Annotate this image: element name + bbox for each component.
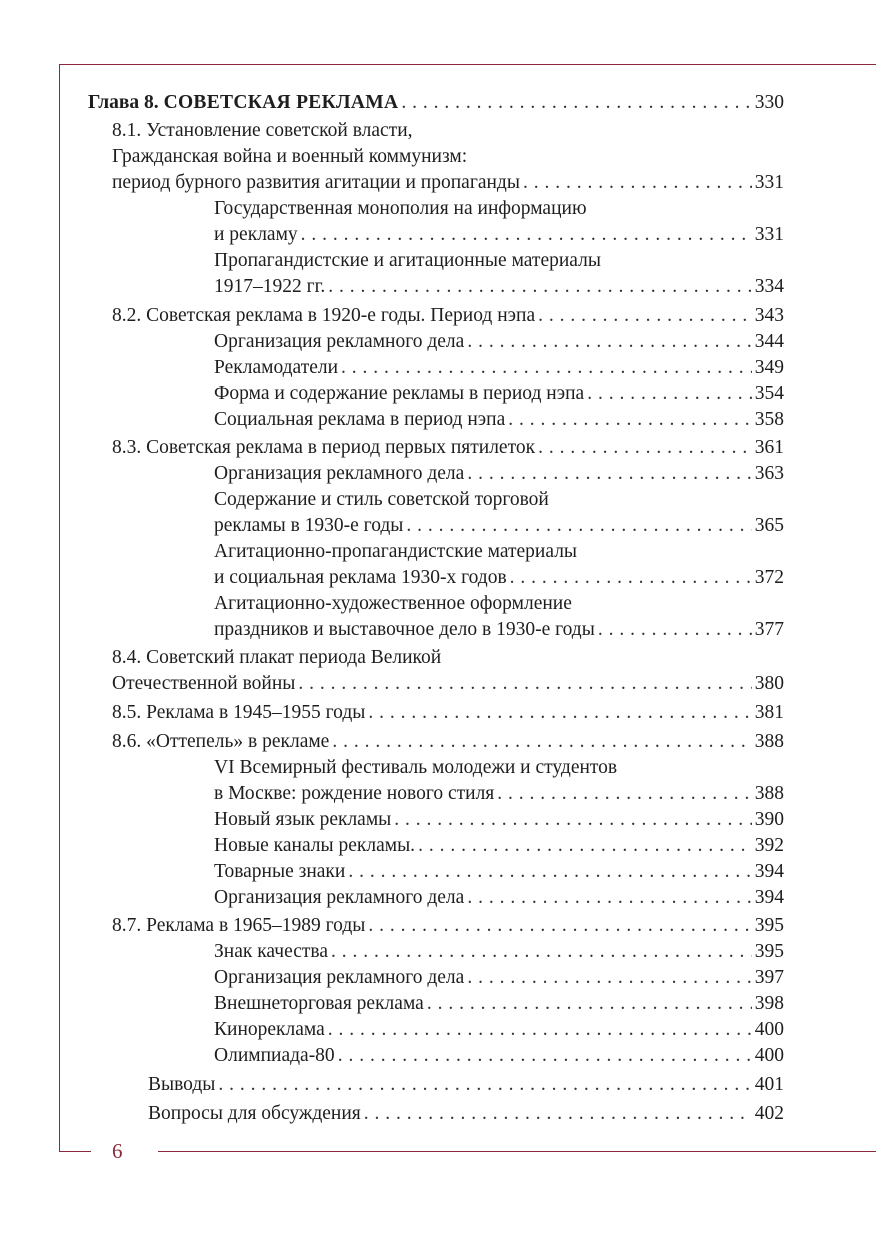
toc-entry-conclusions[interactable]	[148, 1072, 784, 1098]
page-ref: 381	[754, 702, 784, 723]
page-ref: 395	[754, 915, 784, 936]
toc-entry-8-5[interactable]	[112, 700, 784, 726]
entry-text: Государственная монополия на информацию	[214, 198, 587, 219]
toc-entry-8-7[interactable]	[112, 913, 784, 939]
toc-entry-8-2[interactable]	[112, 303, 784, 329]
entry-text: и рекламу	[214, 224, 298, 245]
page-ref: 377	[754, 619, 784, 640]
entry-text: Форма и содержание рекламы в период нэпа	[214, 383, 585, 404]
leader-dots	[508, 407, 751, 433]
page-ref: 361	[754, 437, 784, 458]
page-ref: 349	[754, 357, 784, 378]
entry-text: и социальная реклама 1930-х годов	[214, 567, 507, 588]
entry-text: Организация рекламного дела	[214, 463, 465, 484]
frame-left-rule	[59, 64, 60, 1152]
page-ref: 400	[754, 1045, 784, 1066]
toc-subentry[interactable]	[214, 381, 784, 407]
entry-text: Рекламодатели	[214, 357, 339, 378]
toc-subentry[interactable]	[214, 513, 784, 539]
leader-dots	[368, 700, 751, 726]
entry-text: период бурного развития агитации и пропаганды	[112, 172, 520, 193]
leader-dots	[427, 991, 752, 1017]
entry-text: 8.4. Советский плакат периода Великой	[112, 647, 442, 668]
page-ref: 331	[754, 172, 784, 193]
page-ref: 400	[754, 1019, 784, 1040]
page-ref: 395	[754, 941, 784, 962]
page-ref: 330	[754, 92, 784, 113]
page-ref: 372	[754, 567, 784, 588]
leader-dots	[341, 355, 752, 381]
entry-text: Внешнеторговая реклама	[214, 993, 424, 1014]
leader-dots	[467, 329, 751, 355]
footer-rule-left	[59, 1151, 91, 1152]
leader-dots	[338, 1043, 752, 1069]
leader-dots	[401, 90, 751, 116]
page-ref: 398	[754, 993, 784, 1014]
leader-dots	[331, 939, 752, 965]
entry-text: Организация рекламного дела	[214, 887, 465, 908]
toc-entry-questions[interactable]	[148, 1101, 784, 1127]
entry-text: 8.7. Реклама в 1965–1989 годы	[112, 915, 366, 936]
leader-dots	[328, 274, 751, 300]
leader-dots	[368, 913, 751, 939]
page-ref: 380	[754, 673, 784, 694]
toc-entry-line	[214, 539, 784, 565]
toc-subentry[interactable]	[214, 329, 784, 355]
entry-text: 8.1. Установление советской власти,	[112, 120, 413, 141]
entry-text: Знак качества	[214, 941, 328, 962]
entry-text: 8.2. Советская реклама в 1920-е годы. Период нэпа	[112, 305, 536, 326]
toc-subentry[interactable]	[214, 1017, 784, 1043]
chapter-prefix: Глава 8.	[88, 92, 159, 113]
toc-subentry[interactable]	[214, 407, 784, 433]
toc-entry-8-1[interactable]	[112, 170, 784, 196]
toc-subentry[interactable]	[214, 461, 784, 487]
entry-text: Гражданская война и военный коммунизм:	[112, 146, 468, 167]
leader-dots	[538, 303, 752, 329]
toc-subentry[interactable]	[214, 939, 784, 965]
page-ref: 392	[754, 835, 784, 856]
entry-text: Агитационно-пропагандистские материалы	[214, 541, 578, 562]
page-ref: 401	[754, 1074, 784, 1095]
entry-text: Отечественной войны	[112, 673, 296, 694]
leader-dots	[510, 565, 752, 591]
page-ref: 365	[754, 515, 784, 536]
toc-entry-line	[214, 248, 784, 274]
leader-dots	[218, 1072, 751, 1098]
leader-dots	[538, 435, 752, 461]
leader-dots	[467, 965, 751, 991]
toc-entry-line	[112, 144, 784, 170]
toc-entry-line	[112, 118, 784, 144]
chapter-title: СОВЕТСКАЯ РЕКЛАМА	[163, 92, 399, 113]
toc-subentry[interactable]	[214, 1043, 784, 1069]
toc-subentry[interactable]	[214, 833, 784, 859]
toc-chapter-8[interactable]	[88, 90, 784, 116]
page-ref: 390	[754, 809, 784, 830]
entry-text: Вопросы для обсуждения	[148, 1103, 361, 1124]
entry-text: Кинореклама	[214, 1019, 325, 1040]
toc-subentry[interactable]	[214, 274, 784, 300]
entry-text: 8.3. Советская реклама в период первых пятилеток	[112, 437, 536, 458]
leader-dots	[467, 885, 751, 911]
entry-text: 8.5. Реклама в 1945–1955 годы	[112, 702, 366, 723]
toc-subentry[interactable]	[214, 781, 784, 807]
toc-subentry[interactable]	[214, 617, 784, 643]
entry-text: Товарные знаки	[214, 861, 346, 882]
entry-text: Агитационно-художественное оформление	[214, 593, 572, 614]
leader-dots	[301, 222, 752, 248]
entry-text: 1917–1922 гг.	[214, 276, 326, 297]
leader-dots	[418, 833, 752, 859]
toc-subentry[interactable]	[214, 885, 784, 911]
toc-subentry[interactable]	[214, 807, 784, 833]
entry-text: в Москве: рождение нового стиля	[214, 783, 495, 804]
page-ref: 358	[754, 409, 784, 430]
entry-text: Выводы	[148, 1074, 216, 1095]
leader-dots	[348, 859, 751, 885]
toc-entry-8-3[interactable]	[112, 435, 784, 461]
page-ref: 334	[754, 276, 784, 297]
page-ref: 344	[754, 331, 784, 352]
leader-dots	[332, 729, 751, 755]
leader-dots	[364, 1101, 752, 1127]
entry-text: Содержание и стиль советской торговой	[214, 489, 549, 510]
leader-dots	[394, 807, 751, 833]
leader-dots	[523, 170, 752, 196]
entry-text: Олимпиада-80	[214, 1045, 335, 1066]
entry-text: Организация рекламного дела	[214, 331, 465, 352]
page-ref: 354	[754, 383, 784, 404]
page-ref: 394	[754, 887, 784, 908]
leader-dots	[467, 461, 751, 487]
frame-top-rule	[59, 64, 876, 65]
page-ref: 397	[754, 967, 784, 988]
entry-text: VI Всемирный фестиваль молодежи и студентов	[214, 757, 618, 778]
page-number: 6	[112, 1139, 123, 1163]
toc-entry-line	[112, 645, 784, 671]
entry-text: праздников и выставочное дело в 1930-е годы	[214, 619, 595, 640]
page-ref: 343	[754, 305, 784, 326]
toc-entry-line	[214, 755, 784, 781]
toc-entry-8-4[interactable]	[112, 671, 784, 697]
leader-dots	[587, 381, 752, 407]
page-ref: 388	[754, 783, 784, 804]
leader-dots	[497, 781, 751, 807]
entry-text: Социальная реклама в период нэпа	[214, 409, 506, 430]
toc-subentry[interactable]	[214, 991, 784, 1017]
page-ref: 363	[754, 463, 784, 484]
toc-entry-line	[214, 591, 784, 617]
entry-text: Новые каналы рекламы.	[214, 835, 416, 856]
page-ref: 388	[754, 731, 784, 752]
entry-text: Организация рекламного дела	[214, 967, 465, 988]
chapter-label	[88, 90, 398, 116]
leader-dots	[598, 617, 752, 643]
leader-dots	[328, 1017, 752, 1043]
toc-subentry[interactable]	[214, 565, 784, 591]
toc-entry-line	[214, 196, 784, 222]
footer-rule-right	[158, 1151, 876, 1152]
leader-dots	[406, 513, 751, 539]
entry-text: 8.6. «Оттепель» в рекламе	[112, 731, 330, 752]
page-ref: 331	[754, 224, 784, 245]
leader-dots	[298, 671, 751, 697]
entry-text: рекламы в 1930-е годы	[214, 515, 404, 536]
toc-subentry[interactable]	[214, 222, 784, 248]
entry-text: Новый язык рекламы	[214, 809, 392, 830]
page-ref: 402	[754, 1103, 784, 1124]
toc-subentry[interactable]	[214, 355, 784, 381]
toc-entry-8-6[interactable]	[112, 729, 784, 755]
toc-subentry[interactable]	[214, 859, 784, 885]
entry-text: Пропагандистские и агитационные материалы	[214, 250, 601, 271]
toc-entry-line	[214, 487, 784, 513]
toc-subentry[interactable]	[214, 965, 784, 991]
page-ref: 394	[754, 861, 784, 882]
